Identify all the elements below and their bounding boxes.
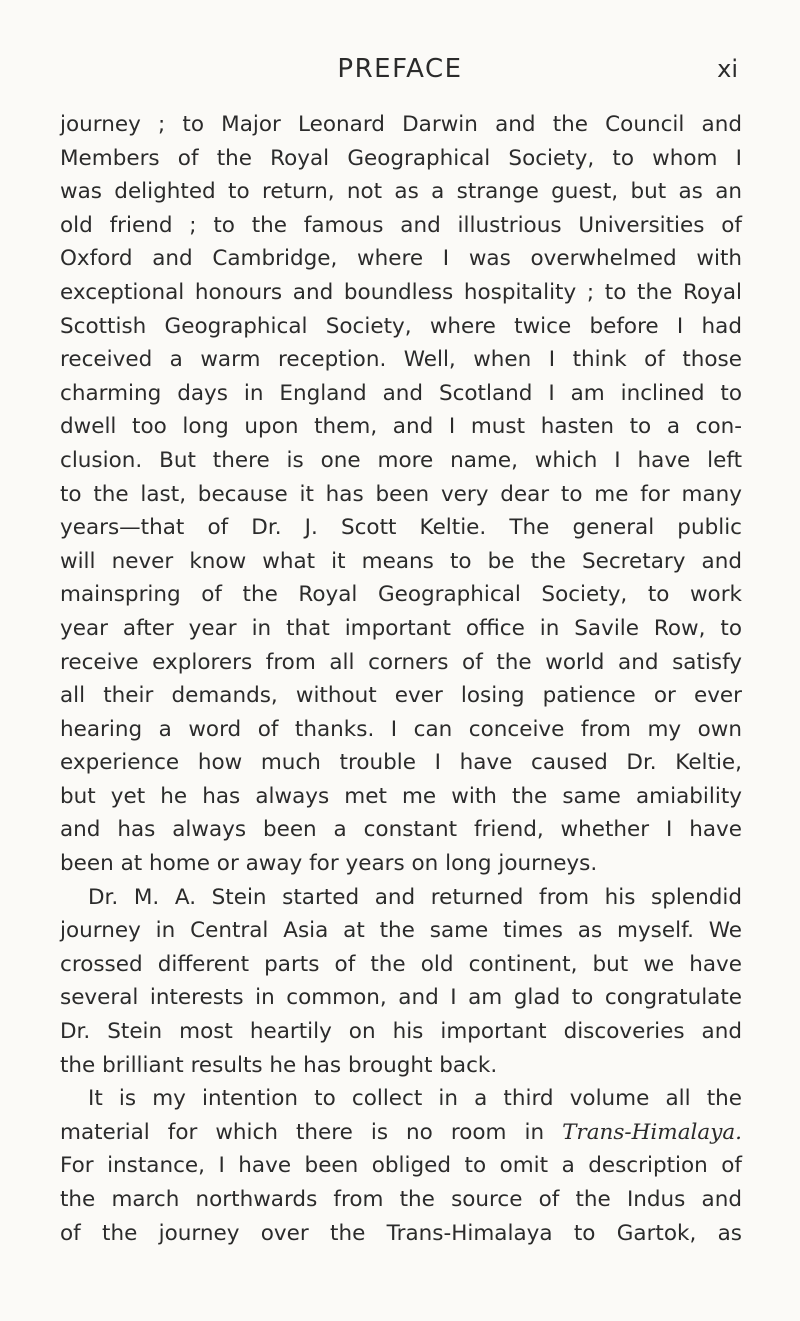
text-line: exceptional honours and boundless hospitality ; to the Royal <box>60 279 742 305</box>
text-line: Scottish Geographical Society, where twice before I had <box>60 313 742 339</box>
text-line: Dr. Stein most heartily on his important discoveries and <box>60 1019 742 1045</box>
text-line: but yet he has always met me with the same amiability <box>60 783 742 809</box>
text-line: charming days in England and Scotland I am inclined to <box>60 380 742 406</box>
book-title-italic: Trans-Himalaya. <box>562 1119 742 1145</box>
text-line: been at home or away for years on long journeys. <box>60 851 598 877</box>
text-line: hearing a word of thanks. I can conceive from my own <box>60 716 742 742</box>
text-line: the brilliant results he has brought back. <box>60 1052 498 1078</box>
text-line: will never know what it means to be the Secretary and <box>60 548 742 574</box>
text-line: and has always been a constant friend, whether I have <box>60 817 742 843</box>
text-line: was delighted to return, not as a strange guest, but as an <box>60 179 742 205</box>
running-head <box>0 52 800 86</box>
text-line: years—that of Dr. J. Scott Keltie. The general public <box>60 515 742 541</box>
text-fragment: material for which there is no room in <box>60 1119 563 1145</box>
text-line: Members of the Royal Geographical Society, to whom I <box>60 145 742 171</box>
text-line: dwell too long upon them, and I must hasten to a con- <box>60 414 742 440</box>
page-title: PREFACE <box>337 54 463 84</box>
text-line: crossed different parts of the old continent, but we have <box>60 951 742 977</box>
body-text <box>60 108 742 1250</box>
text-line: clusion. But there is one more name, which I have left <box>60 447 742 473</box>
text-line: to the last, because it has been very dear to me for many <box>60 481 742 507</box>
text-line: experience how much trouble I have caused Dr. Keltie, <box>60 750 742 776</box>
text-line: year after year in that important office in Savile Row, to <box>60 615 742 641</box>
text-line-with-italic <box>60 1116 742 1150</box>
text-line: receive explorers from all corners of the world and satisfy <box>60 649 742 675</box>
text-line: all their demands, without ever losing patience or ever <box>60 683 742 709</box>
text-line: journey in Central Asia at the same times as myself. We <box>60 918 742 944</box>
text-line: of the journey over the Trans-Himalaya to Gartok, as <box>60 1220 742 1246</box>
page-number: xi <box>717 55 738 83</box>
text-line: For instance, I have been obliged to omit a description of <box>60 1153 742 1179</box>
text-line: received a warm reception. Well, when I think of those <box>60 347 742 373</box>
text-line: old friend ; to the famous and illustrious Universities of <box>60 212 742 238</box>
text-line: Dr. M. A. Stein started and returned from his splendid <box>88 884 742 910</box>
text-line: the march northwards from the source of the Indus and <box>60 1187 742 1212</box>
text-line: several interests in common, and I am glad to congratulate <box>60 985 742 1011</box>
text-line: Oxford and Cambridge, where I was overwhelmed with <box>60 246 742 272</box>
text-line: It is my intention to collect in a third volume all the <box>88 1086 742 1112</box>
text-line: mainspring of the Royal Geographical Society, to work <box>60 582 742 608</box>
text-line: journey ; to Major Leonard Darwin and the Council and <box>60 112 742 137</box>
